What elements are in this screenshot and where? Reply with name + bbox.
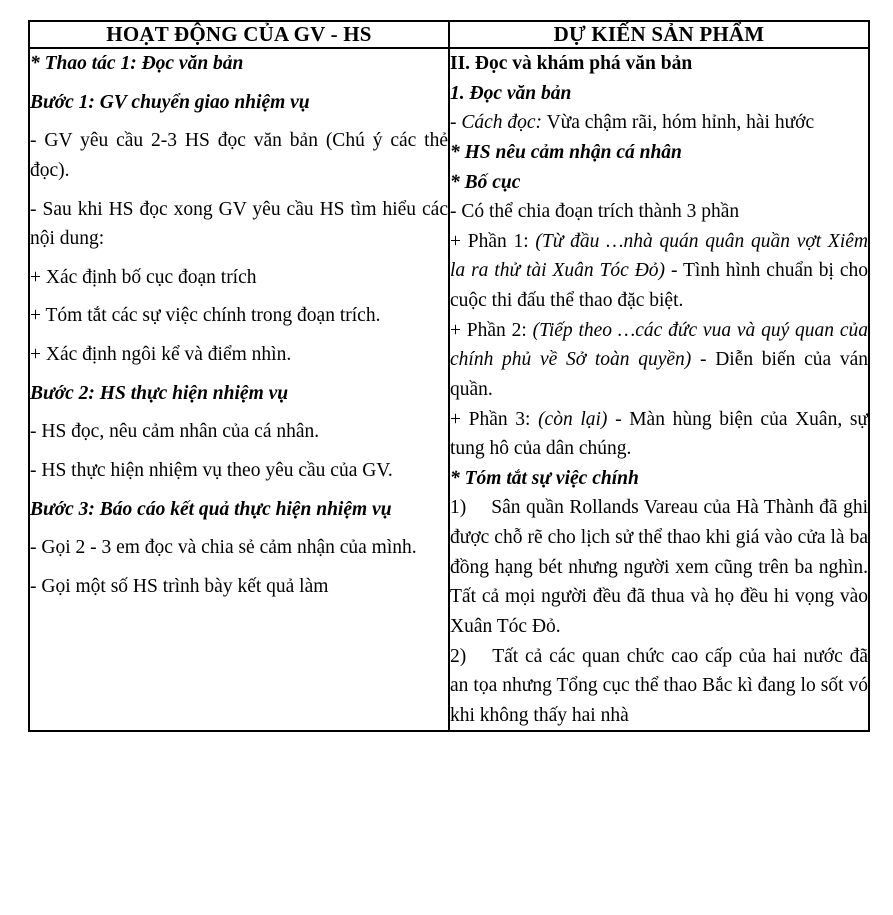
table-row — [29, 48, 869, 731]
paragraph: 2) Tất cả các quan chức cao cấp của hai nước đã an tọa nhưng Tổng cục thể thao Bắc kì đang lo sốt vó khi không thấy hai nhà — [450, 645, 868, 726]
paragraph-label: + Phần 2: — [450, 319, 533, 341]
table-header — [29, 21, 869, 48]
paragraph-text: - Màn hùng biện của Xuân, sự tung hô của dân chúng. — [450, 408, 869, 460]
paragraph-text: Vừa chậm rãi, hóm hỉnh, hài hước — [542, 112, 815, 134]
paragraph — [450, 316, 868, 405]
paragraph — [450, 227, 868, 316]
paragraph: + Xác định ngôi kể và điểm nhìn. — [30, 344, 292, 365]
paragraph-text: - Tình hình chuẩn bị cho cuộc thi đấu thể thao đặc biệt. — [450, 260, 868, 311]
paragraph: Bước 2: HS thực hiện nhiệm vụ — [30, 382, 289, 404]
paragraph: * HS nêu cảm nhận cá nhân — [450, 141, 682, 163]
paragraph: - GV yêu cầu 2-3 HS đọc văn bản (Chú ý các thẻ đọc). — [30, 130, 448, 181]
lesson-plan-table — [28, 20, 870, 732]
paragraph — [450, 405, 868, 464]
column-header-products: DỰ KIẾN SẢN PHẨM — [449, 21, 869, 48]
paragraph: + Tóm tắt các sự việc chính trong đoạn trích. — [30, 305, 381, 327]
paragraph-quote: (còn lại) — [538, 408, 608, 430]
column-header-activities: HOẠT ĐỘNG CỦA GV - HS — [29, 21, 449, 48]
paragraph — [450, 108, 868, 138]
paragraph-label: - Cách đọc: — [450, 112, 543, 134]
paragraph-label: + Phần 3: — [450, 408, 539, 430]
paragraph: * Thao tác 1: Đọc văn bản — [30, 53, 244, 74]
paragraph: - HS đọc, nêu cảm nhân của cá nhân. — [30, 421, 320, 443]
paragraph-text: - Diễn biến của ván quần. — [450, 349, 869, 400]
paragraph: * Bố cục — [450, 171, 521, 193]
paragraph-quote: (Tiếp theo …các đức vua và quý quan của chính phủ về Sở toàn quyền) — [450, 319, 869, 371]
paragraph: Bước 3: Báo cáo kết quả thực hiện nhiệm vụ — [30, 498, 392, 520]
paragraph: 1. Đọc văn bản — [450, 82, 572, 104]
cell-activities — [29, 48, 449, 731]
paragraph: II. Đọc và khám phá văn bản — [450, 53, 693, 74]
paragraph: * Tóm tắt sự việc chính — [450, 467, 639, 489]
paragraph: + Xác định bố cục đoạn trích — [30, 266, 257, 288]
paragraph: - Gọi một số HS trình bày kết quả làm — [30, 575, 329, 597]
table-header-row — [29, 21, 869, 48]
paragraph: 1) Sân quần Rollands Vareau của Hà Thành đã ghi được chỗ rẽ cho lịch sử thể thao khi giá vào cửa là ba đồng hạng bét nhưng người xem cũng trên ba nghìn. Tất cả mọi người đều đã thua và họ đều hi vọng vào Xuân Tóc Đỏ. — [450, 497, 868, 637]
paragraph-quote: (Từ đầu …nhà quán quân quần vợt Xiêm la ra thử tài Xuân Tóc Đỏ) — [450, 230, 868, 282]
paragraph: - HS thực hiện nhiệm vụ theo yêu cầu của GV. — [30, 459, 393, 481]
cell-products — [449, 48, 869, 731]
paragraph: - Sau khi HS đọc xong GV yêu cầu HS tìm hiểu các nội dung: — [30, 198, 448, 250]
paragraph: - Có thể chia đoạn trích thành 3 phần — [450, 201, 740, 223]
paragraph-label: + Phần 1: — [450, 230, 536, 252]
table-body — [29, 48, 869, 731]
paragraph: - Gọi 2 - 3 em đọc và chia sẻ cảm nhận của mình. — [30, 537, 417, 559]
paragraph: Bước 1: GV chuyển giao nhiệm vụ — [30, 91, 310, 113]
